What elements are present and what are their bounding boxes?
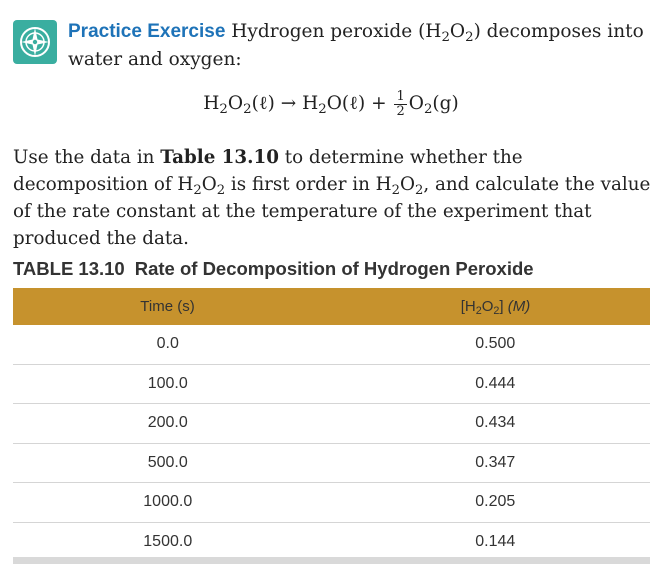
cell-time: 1000.0 (143, 493, 193, 511)
table-caption (13, 258, 653, 280)
rate-table (13, 288, 650, 561)
header-text-part1: Hydrogen peroxide (H (231, 21, 442, 42)
table-reference-link[interactable]: Table 13.10 (160, 147, 279, 168)
eq-fraction (394, 90, 406, 119)
table-caption-title: Rate of Decomposition of Hydrogen Peroxide (134, 258, 534, 279)
subscript: 2 (193, 182, 202, 198)
table-row (13, 483, 650, 523)
question-part: Use the data in (13, 147, 161, 168)
table-header-row (13, 288, 650, 325)
eq-phase: (ℓ) (251, 93, 275, 114)
cell-concentration: 0.205 (475, 493, 516, 511)
subscript: 2 (415, 182, 424, 198)
subscript: 2 (475, 305, 482, 318)
eq-plus: + (365, 93, 393, 114)
eq-product1-o: O (326, 93, 342, 114)
eq-phase: (ℓ) (341, 93, 366, 114)
subscript: 2 (216, 182, 226, 198)
eq-product1: H (302, 93, 319, 114)
subscript: 2 (423, 101, 433, 117)
subscript: 2 (219, 101, 228, 117)
cell-concentration: 0.444 (475, 374, 516, 392)
fraction-denominator: 2 (396, 103, 405, 119)
question-part: is first order in H (225, 174, 392, 195)
header-text-part3: ) decomposes into water and oxygen: (68, 21, 644, 70)
cell-time: 100.0 (147, 374, 188, 392)
table-row (13, 523, 650, 562)
subscript: 2 (441, 29, 450, 45)
compass-star-icon (13, 20, 57, 64)
header-part: ] (499, 298, 508, 315)
cell-time: 0.0 (156, 335, 179, 353)
column-header-time: Time (s) (140, 298, 195, 315)
cell-concentration: 0.347 (475, 453, 516, 471)
subscript: 2 (465, 29, 474, 45)
eq-arrow: → (274, 93, 303, 114)
subscript: 2 (391, 182, 400, 198)
cell-concentration: 0.144 (475, 532, 516, 550)
eq-reactant: H (203, 93, 220, 114)
cell-time: 200.0 (147, 414, 188, 432)
table-row (13, 365, 650, 405)
eq-reactant-o: O (227, 93, 244, 114)
eq-product2: O (408, 93, 424, 114)
table-row (13, 444, 650, 484)
header-text-part2: O (449, 21, 466, 42)
header-part: [H (460, 298, 476, 315)
table-bottom-rule (13, 557, 650, 564)
decomposition-equation (0, 84, 662, 124)
subscript: 2 (243, 101, 252, 117)
cell-concentration: 0.500 (475, 335, 516, 353)
table-row (13, 325, 650, 365)
question-text (13, 144, 653, 252)
header-part: O (481, 298, 494, 315)
header-unit: (M) (507, 298, 531, 315)
question-part: O (400, 174, 415, 195)
cell-concentration: 0.434 (475, 414, 516, 432)
question-part: O (201, 174, 217, 195)
header-text (68, 18, 658, 74)
table-row (13, 404, 650, 444)
eq-phase: (g) (432, 93, 459, 114)
question-part: , and calculate the value of the rate constant at the temperature of the experiment that produced the data. (13, 174, 651, 249)
cell-time: 500.0 (147, 453, 188, 471)
question-part: to determine whether the decomposition of H (13, 147, 523, 195)
column-header-concentration (333, 298, 650, 318)
table-caption-number: TABLE 13.10 (13, 258, 125, 279)
subscript: 2 (493, 305, 500, 318)
subscript: 2 (318, 101, 327, 117)
fraction-numerator: 1 (396, 88, 405, 104)
cell-time: 1500.0 (143, 532, 193, 550)
practice-exercise-label: Practice Exercise (68, 21, 226, 42)
